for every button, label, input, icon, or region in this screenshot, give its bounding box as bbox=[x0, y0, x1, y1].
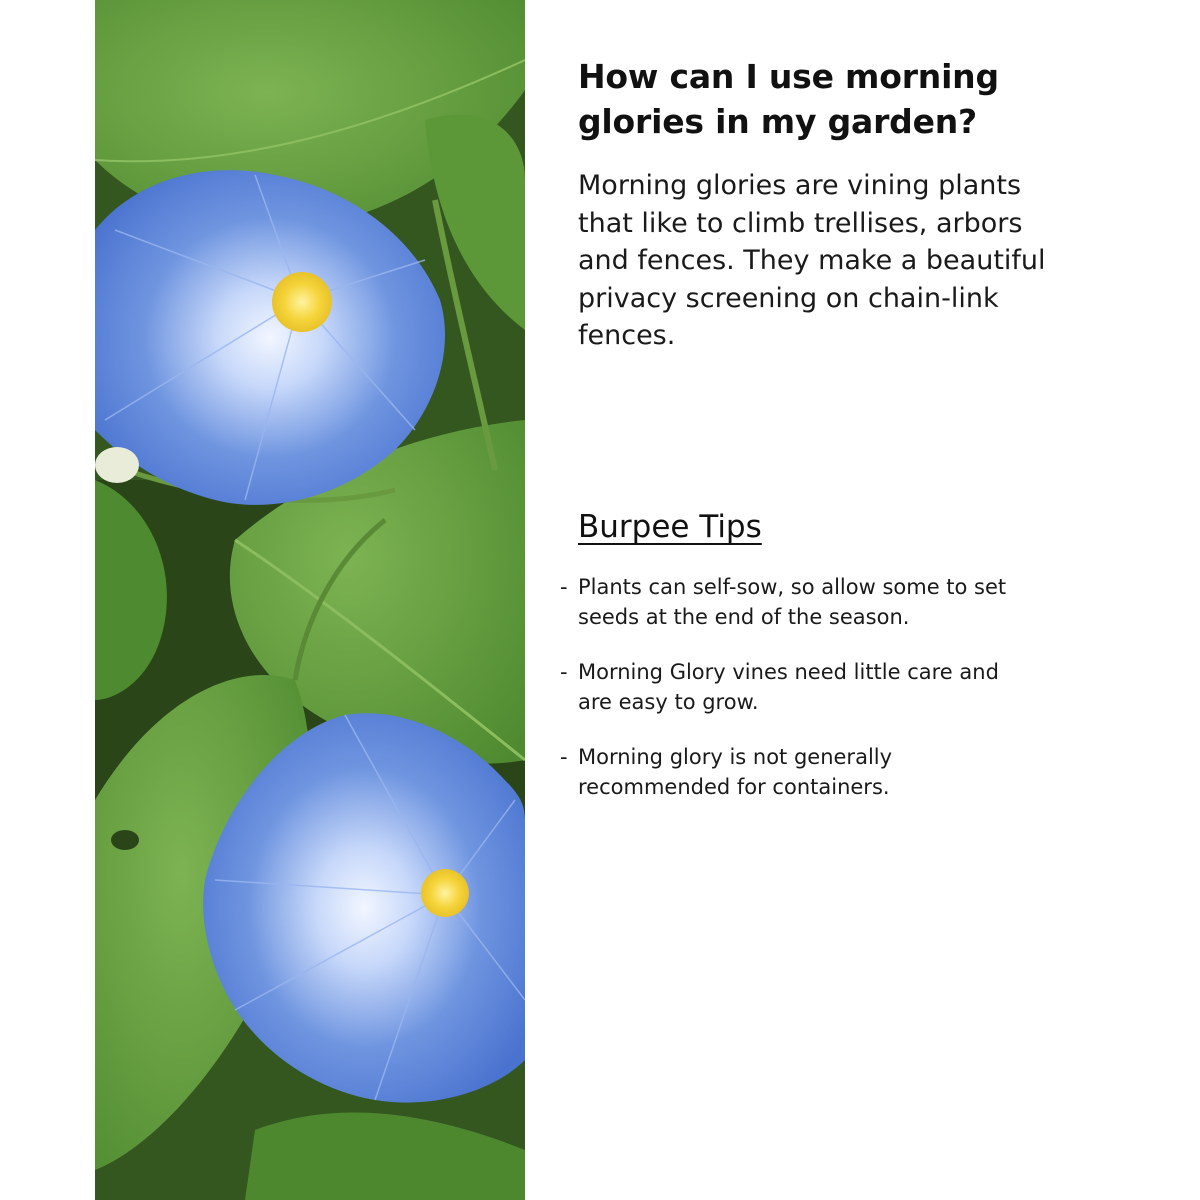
tip-text: Plants can self-sow, so allow some to set seeds at the end of the season. bbox=[578, 575, 1007, 629]
flower-top-center bbox=[272, 272, 332, 332]
tip-bullet: - bbox=[560, 660, 568, 684]
tip-item bbox=[560, 657, 1020, 717]
flower-photo-illustration bbox=[95, 0, 525, 1200]
flower-bottom-center bbox=[421, 869, 469, 917]
content-panel bbox=[560, 0, 1178, 1200]
tip-bullet: - bbox=[560, 745, 568, 769]
morning-glory-photo bbox=[95, 0, 525, 1200]
tips-heading: Burpee Tips bbox=[578, 509, 762, 545]
tip-text: Morning glory is not generally recommended for containers. bbox=[578, 745, 893, 799]
question-heading: How can I use morning glories in my garden? bbox=[578, 57, 999, 141]
tip-item bbox=[560, 742, 1020, 802]
tip-bullet: - bbox=[560, 575, 568, 599]
question-answer: Morning glories are vining plants that like to climb trellises, arbors and fences. They make a beautiful privacy screening on chain-link fences. bbox=[578, 170, 1046, 351]
tips-list bbox=[560, 572, 1020, 827]
tip-item bbox=[560, 572, 1020, 632]
flower-bud bbox=[95, 447, 139, 483]
tip-text: Morning Glory vines need little care and are easy to grow. bbox=[578, 660, 999, 714]
